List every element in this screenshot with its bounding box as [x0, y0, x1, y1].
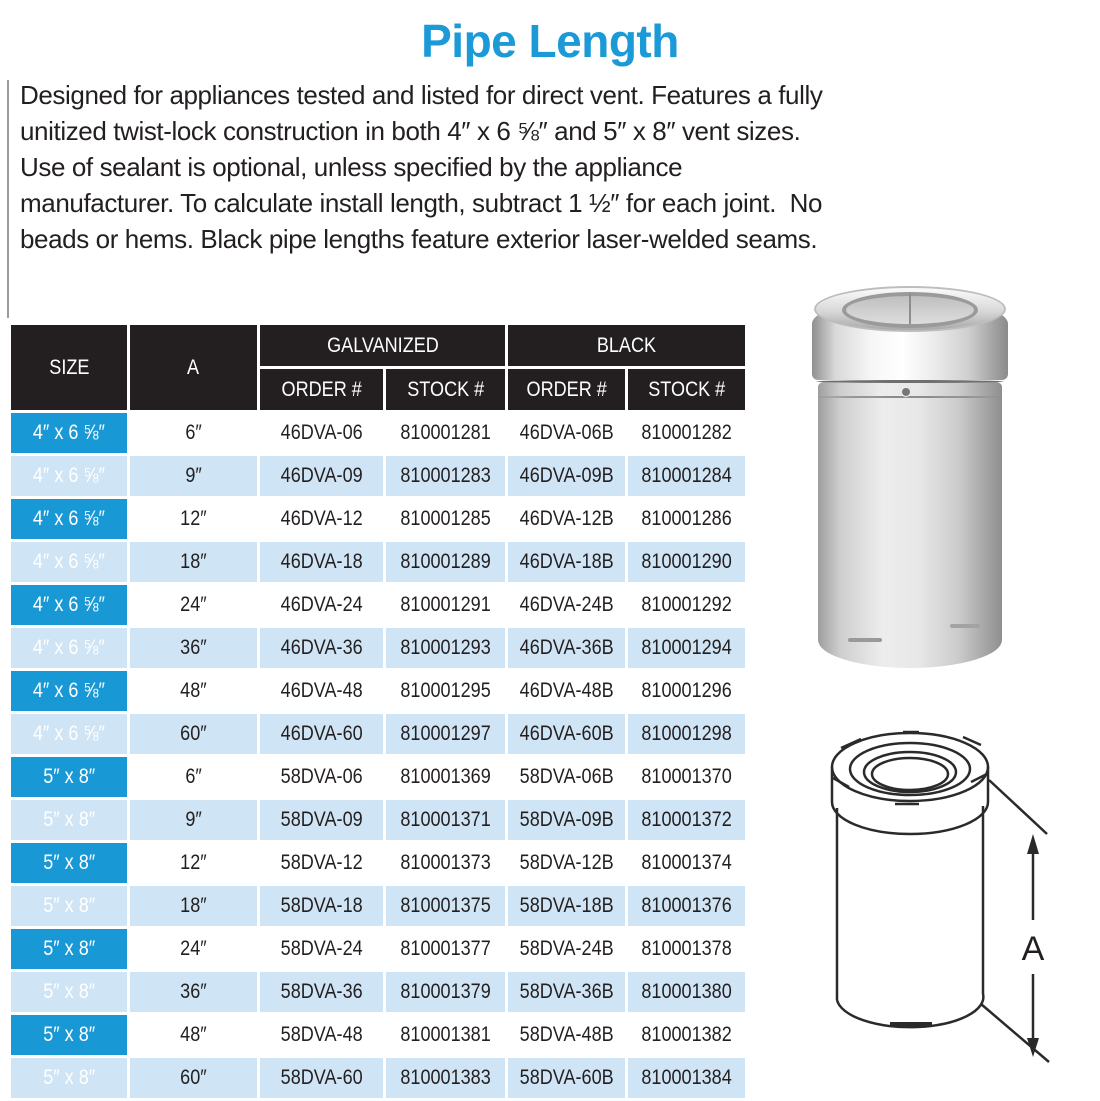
galvanized-order-cell: 46DVA-24 [259, 584, 385, 627]
black-stock-cell: 810001282 [627, 412, 747, 455]
galvanized-stock-cell: 810001291 [385, 584, 507, 627]
table-row [10, 670, 747, 713]
galvanized-order-cell: 46DVA-60 [259, 713, 385, 756]
black-order-cell: 58DVA-12B [507, 842, 627, 885]
galvanized-order-cell: 58DVA-18 [259, 885, 385, 928]
pipe-seam-line [816, 380, 1004, 383]
dimension-label-a: A [1021, 930, 1045, 968]
table-header [10, 324, 747, 412]
black-stock-cell: 810001294 [627, 627, 747, 670]
size-cell: 4″ x 6 ⅝″ [10, 541, 129, 584]
table-row [10, 928, 747, 971]
galvanized-stock-cell: 810001369 [385, 756, 507, 799]
black-order-cell: 46DVA-09B [507, 455, 627, 498]
pipe-rivet-hole [902, 388, 910, 396]
size-cell: 5″ x 8″ [10, 928, 129, 971]
black-stock-cell: 810001286 [627, 498, 747, 541]
galvanized-stock-cell: 810001379 [385, 971, 507, 1014]
size-cell: 5″ x 8″ [10, 1057, 129, 1100]
length-a-cell: 24″ [129, 584, 259, 627]
table-row [10, 842, 747, 885]
table-row [10, 455, 747, 498]
black-order-cell: 46DVA-24B [507, 584, 627, 627]
black-order-cell: 46DVA-18B [507, 541, 627, 584]
black-stock-cell: 810001292 [627, 584, 747, 627]
black-order-cell: 58DVA-36B [507, 971, 627, 1014]
header-galvanized: GALVANIZED [259, 324, 507, 368]
length-a-cell: 12″ [129, 842, 259, 885]
header-black-order: ORDER # [507, 368, 627, 412]
black-stock-cell: 810001372 [627, 799, 747, 842]
galvanized-order-cell: 46DVA-12 [259, 498, 385, 541]
length-a-cell: 6″ [129, 412, 259, 455]
inner-pipe-inner [872, 758, 948, 790]
galvanized-order-cell: 58DVA-48 [259, 1014, 385, 1057]
black-stock-cell: 810001290 [627, 541, 747, 584]
header-galvanized-stock: STOCK # [385, 368, 507, 412]
black-order-cell: 46DVA-60B [507, 713, 627, 756]
page-title: Pipe Length [421, 15, 679, 67]
galvanized-stock-cell: 810001281 [385, 412, 507, 455]
header-a: A [129, 324, 259, 412]
black-order-cell: 46DVA-12B [507, 498, 627, 541]
table-row [10, 412, 747, 455]
size-cell: 5″ x 8″ [10, 799, 129, 842]
product-description: Designed for appliances tested and listed for direct vent. Features a fully unitized twist-lock construction in both 4″ x 6 ⅝″ and 5″ x 8″ vent sizes. Use of sealant is optional, unless specified by the appliance manufacturer. To calculate install length, subtract 1 ½″ for each joint. No beads or hems. Black pipe lengths feature exterior laser-welded seams. [20, 80, 830, 254]
galvanized-order-cell: 46DVA-06 [259, 412, 385, 455]
galvanized-order-cell: 46DVA-09 [259, 455, 385, 498]
galvanized-stock-cell: 810001285 [385, 498, 507, 541]
black-stock-cell: 810001380 [627, 971, 747, 1014]
galvanized-stock-cell: 810001383 [385, 1057, 507, 1100]
galvanized-order-cell: 46DVA-18 [259, 541, 385, 584]
size-cell: 4″ x 6 ⅝″ [10, 412, 129, 455]
galvanized-stock-cell: 810001375 [385, 885, 507, 928]
galvanized-stock-cell: 810001381 [385, 1014, 507, 1057]
size-cell: 5″ x 8″ [10, 756, 129, 799]
table-row [10, 1014, 747, 1057]
table-row [10, 885, 747, 928]
galvanized-stock-cell: 810001289 [385, 541, 507, 584]
galvanized-stock-cell: 810001297 [385, 713, 507, 756]
black-order-cell: 46DVA-36B [507, 627, 627, 670]
table-row [10, 584, 747, 627]
table-row [10, 627, 747, 670]
pipe-opening-seam [909, 294, 911, 324]
size-cell: 5″ x 8″ [10, 1014, 129, 1057]
galvanized-order-cell: 46DVA-36 [259, 627, 385, 670]
black-order-cell: 58DVA-06B [507, 756, 627, 799]
table-row [10, 799, 747, 842]
galvanized-order-cell: 58DVA-60 [259, 1057, 385, 1100]
black-order-cell: 46DVA-48B [507, 670, 627, 713]
size-cell: 4″ x 6 ⅝″ [10, 627, 129, 670]
header-black-stock: STOCK # [627, 368, 747, 412]
black-stock-cell: 810001296 [627, 670, 747, 713]
length-a-cell: 48″ [129, 1014, 259, 1057]
header-size: SIZE [10, 324, 129, 412]
length-a-cell: 9″ [129, 455, 259, 498]
length-a-cell: 60″ [129, 713, 259, 756]
galvanized-order-cell: 58DVA-12 [259, 842, 385, 885]
black-order-cell: 58DVA-09B [507, 799, 627, 842]
galvanized-stock-cell: 810001293 [385, 627, 507, 670]
size-cell: 4″ x 6 ⅝″ [10, 584, 129, 627]
galvanized-order-cell: 58DVA-06 [259, 756, 385, 799]
size-cell: 4″ x 6 ⅝″ [10, 670, 129, 713]
galvanized-order-cell: 46DVA-48 [259, 670, 385, 713]
table-row [10, 971, 747, 1014]
size-cell: 4″ x 6 ⅝″ [10, 455, 129, 498]
pipe-bottom-slot-2 [950, 624, 980, 628]
galvanized-stock-cell: 810001295 [385, 670, 507, 713]
black-stock-cell: 810001378 [627, 928, 747, 971]
table-row [10, 498, 747, 541]
length-a-cell: 60″ [129, 1057, 259, 1100]
pipe-length-table [8, 322, 748, 1101]
pipe-dimension-drawing [775, 712, 1075, 1092]
black-stock-cell: 810001298 [627, 713, 747, 756]
table-row [10, 541, 747, 584]
galvanized-pipe-photo [812, 280, 1008, 670]
black-stock-cell: 810001284 [627, 455, 747, 498]
pipe-bottom-slot [848, 638, 882, 642]
galvanized-order-cell: 58DVA-09 [259, 799, 385, 842]
galvanized-stock-cell: 810001371 [385, 799, 507, 842]
black-stock-cell: 810001370 [627, 756, 747, 799]
length-a-cell: 18″ [129, 885, 259, 928]
length-a-cell: 36″ [129, 971, 259, 1014]
black-stock-cell: 810001376 [627, 885, 747, 928]
header-galvanized-order: ORDER # [259, 368, 385, 412]
length-a-cell: 36″ [129, 627, 259, 670]
table-row [10, 756, 747, 799]
galvanized-stock-cell: 810001373 [385, 842, 507, 885]
length-a-cell: 48″ [129, 670, 259, 713]
size-cell: 4″ x 6 ⅝″ [10, 713, 129, 756]
length-a-cell: 18″ [129, 541, 259, 584]
black-order-cell: 58DVA-24B [507, 928, 627, 971]
size-cell: 4″ x 6 ⅝″ [10, 498, 129, 541]
galvanized-stock-cell: 810001377 [385, 928, 507, 971]
spec-table-body [10, 412, 747, 1100]
length-a-cell: 12″ [129, 498, 259, 541]
table-row [10, 1057, 747, 1100]
table-row [10, 713, 747, 756]
header-black: BLACK [507, 324, 747, 368]
pipe-seam-line-2 [818, 396, 1002, 398]
black-stock-cell: 810001382 [627, 1014, 747, 1057]
galvanized-order-cell: 58DVA-24 [259, 928, 385, 971]
black-order-cell: 58DVA-60B [507, 1057, 627, 1100]
black-stock-cell: 810001384 [627, 1057, 747, 1100]
size-cell: 5″ x 8″ [10, 842, 129, 885]
length-a-cell: 24″ [129, 928, 259, 971]
black-order-cell: 58DVA-18B [507, 885, 627, 928]
paragraph-left-rule [7, 80, 9, 318]
black-order-cell: 46DVA-06B [507, 412, 627, 455]
black-order-cell: 58DVA-48B [507, 1014, 627, 1057]
size-cell: 5″ x 8″ [10, 885, 129, 928]
length-a-cell: 9″ [129, 799, 259, 842]
galvanized-stock-cell: 810001283 [385, 455, 507, 498]
galvanized-order-cell: 58DVA-36 [259, 971, 385, 1014]
size-cell: 5″ x 8″ [10, 971, 129, 1014]
length-a-cell: 6″ [129, 756, 259, 799]
black-stock-cell: 810001374 [627, 842, 747, 885]
